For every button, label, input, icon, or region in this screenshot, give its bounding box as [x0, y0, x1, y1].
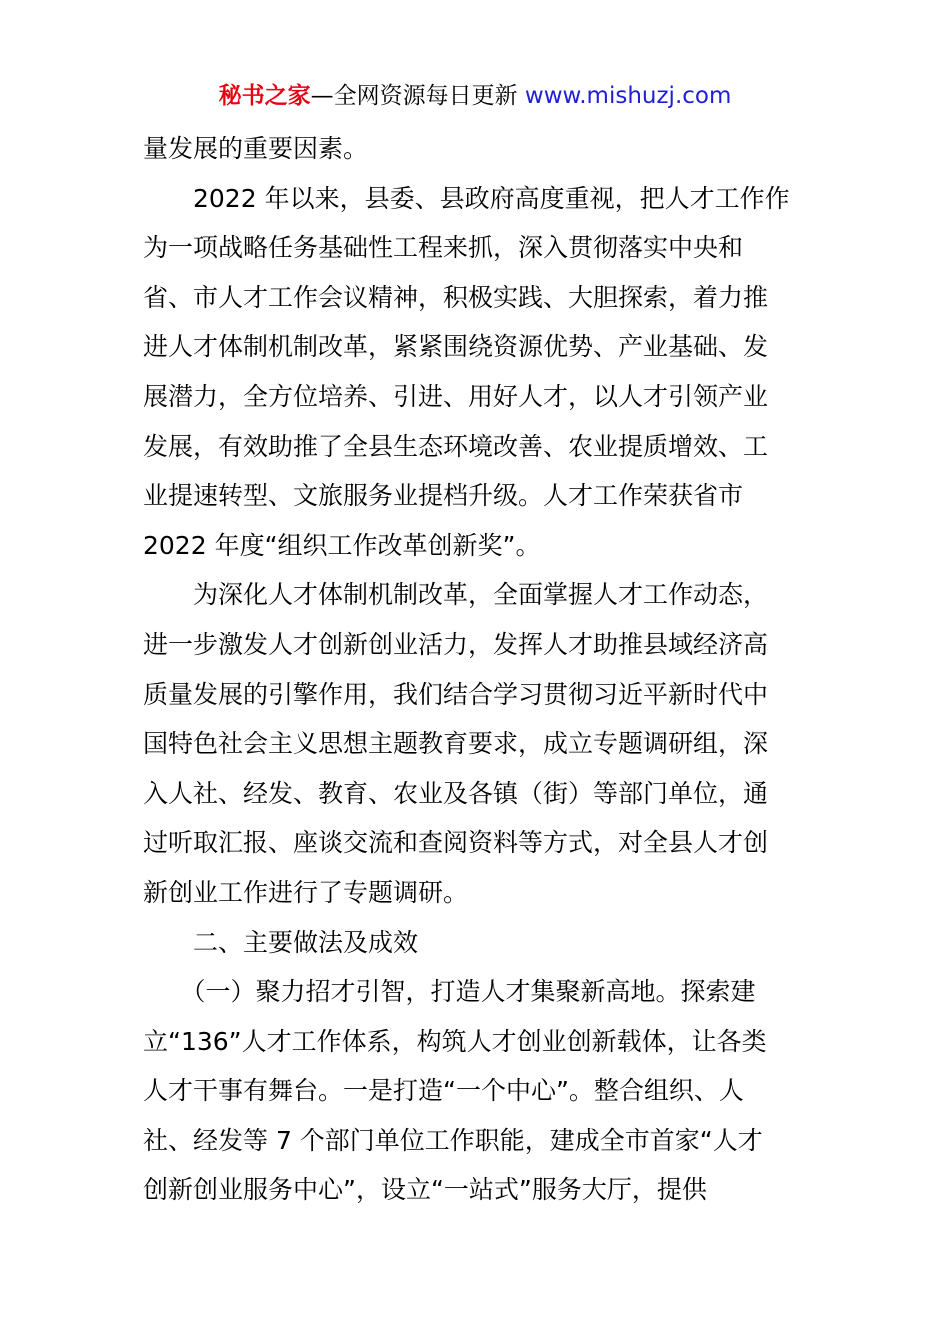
header-tagline: —全网资源每日更新: [310, 83, 518, 109]
text-line: 国特色社会主义思想主题教育要求，成立专题调研组，深: [143, 729, 769, 759]
text-line: 社、经发等 7 个部门单位工作职能，建成全市首家“人才: [143, 1125, 763, 1155]
text-line: 质量发展的引擎作用，我们结合学习贯彻习近平新时代中: [143, 679, 769, 709]
text-line: 2022 年度“组织工作改革创新奖”。: [143, 530, 541, 560]
text-line: 业提速转型、文旅服务业提档升级。人才工作荣获省市: [143, 481, 744, 511]
text-line: 进人才体制机制改革，紧紧围绕资源优势、产业基础、发: [143, 332, 769, 362]
text-line: 为一项战略任务基础性工程来抓，深入贯彻落实中央和: [143, 233, 744, 263]
document-body: [143, 124, 807, 1215]
text-line: （一）聚力招才引智，打造人才集聚新高地。探索建: [143, 977, 756, 1007]
site-header: [0, 78, 950, 114]
text-line: 立“136”人才工作体系，构筑人才创业创新载体，让各类: [143, 1026, 767, 1056]
text-line: 新创业工作进行了专题调研。: [143, 877, 469, 907]
text-line: 创新创业服务中心”，设立“一站式”服务大厅，提供: [143, 1175, 707, 1205]
text-line: 展潜力，全方位培养、引进、用好人才，以人才引领产业: [143, 381, 769, 411]
text-line: 省、市人才工作会议精神，积极实践、大胆探索，着力推: [143, 282, 769, 312]
site-url-link[interactable]: www.mishuzj.com: [524, 83, 732, 109]
text-line: 量发展的重要因素。: [143, 134, 369, 163]
section-heading: 二、主要做法及成效: [143, 927, 419, 957]
text-line: 过听取汇报、座谈交流和查阅资料等方式，对全县人才创: [143, 828, 769, 858]
brand-name: 秘书之家: [218, 83, 311, 109]
text-line: 进一步激发人才创新创业活力，发挥人才助推县域经济高: [143, 629, 769, 659]
text-line: 入人社、经发、教育、农业及各镇（街）等部门单位，通: [143, 778, 769, 808]
text-line: 发展，有效助推了全县生态环境改善、农业提质增效、工: [143, 431, 769, 461]
text-line: 人才干事有舞台。一是打造“一个中心”。整合组织、人: [143, 1076, 744, 1106]
text-line: 2022 年以来，县委、县政府高度重视，把人才工作作: [143, 183, 790, 213]
text-line: 为深化人才体制机制改革，全面掌握人才工作动态，: [143, 580, 769, 610]
